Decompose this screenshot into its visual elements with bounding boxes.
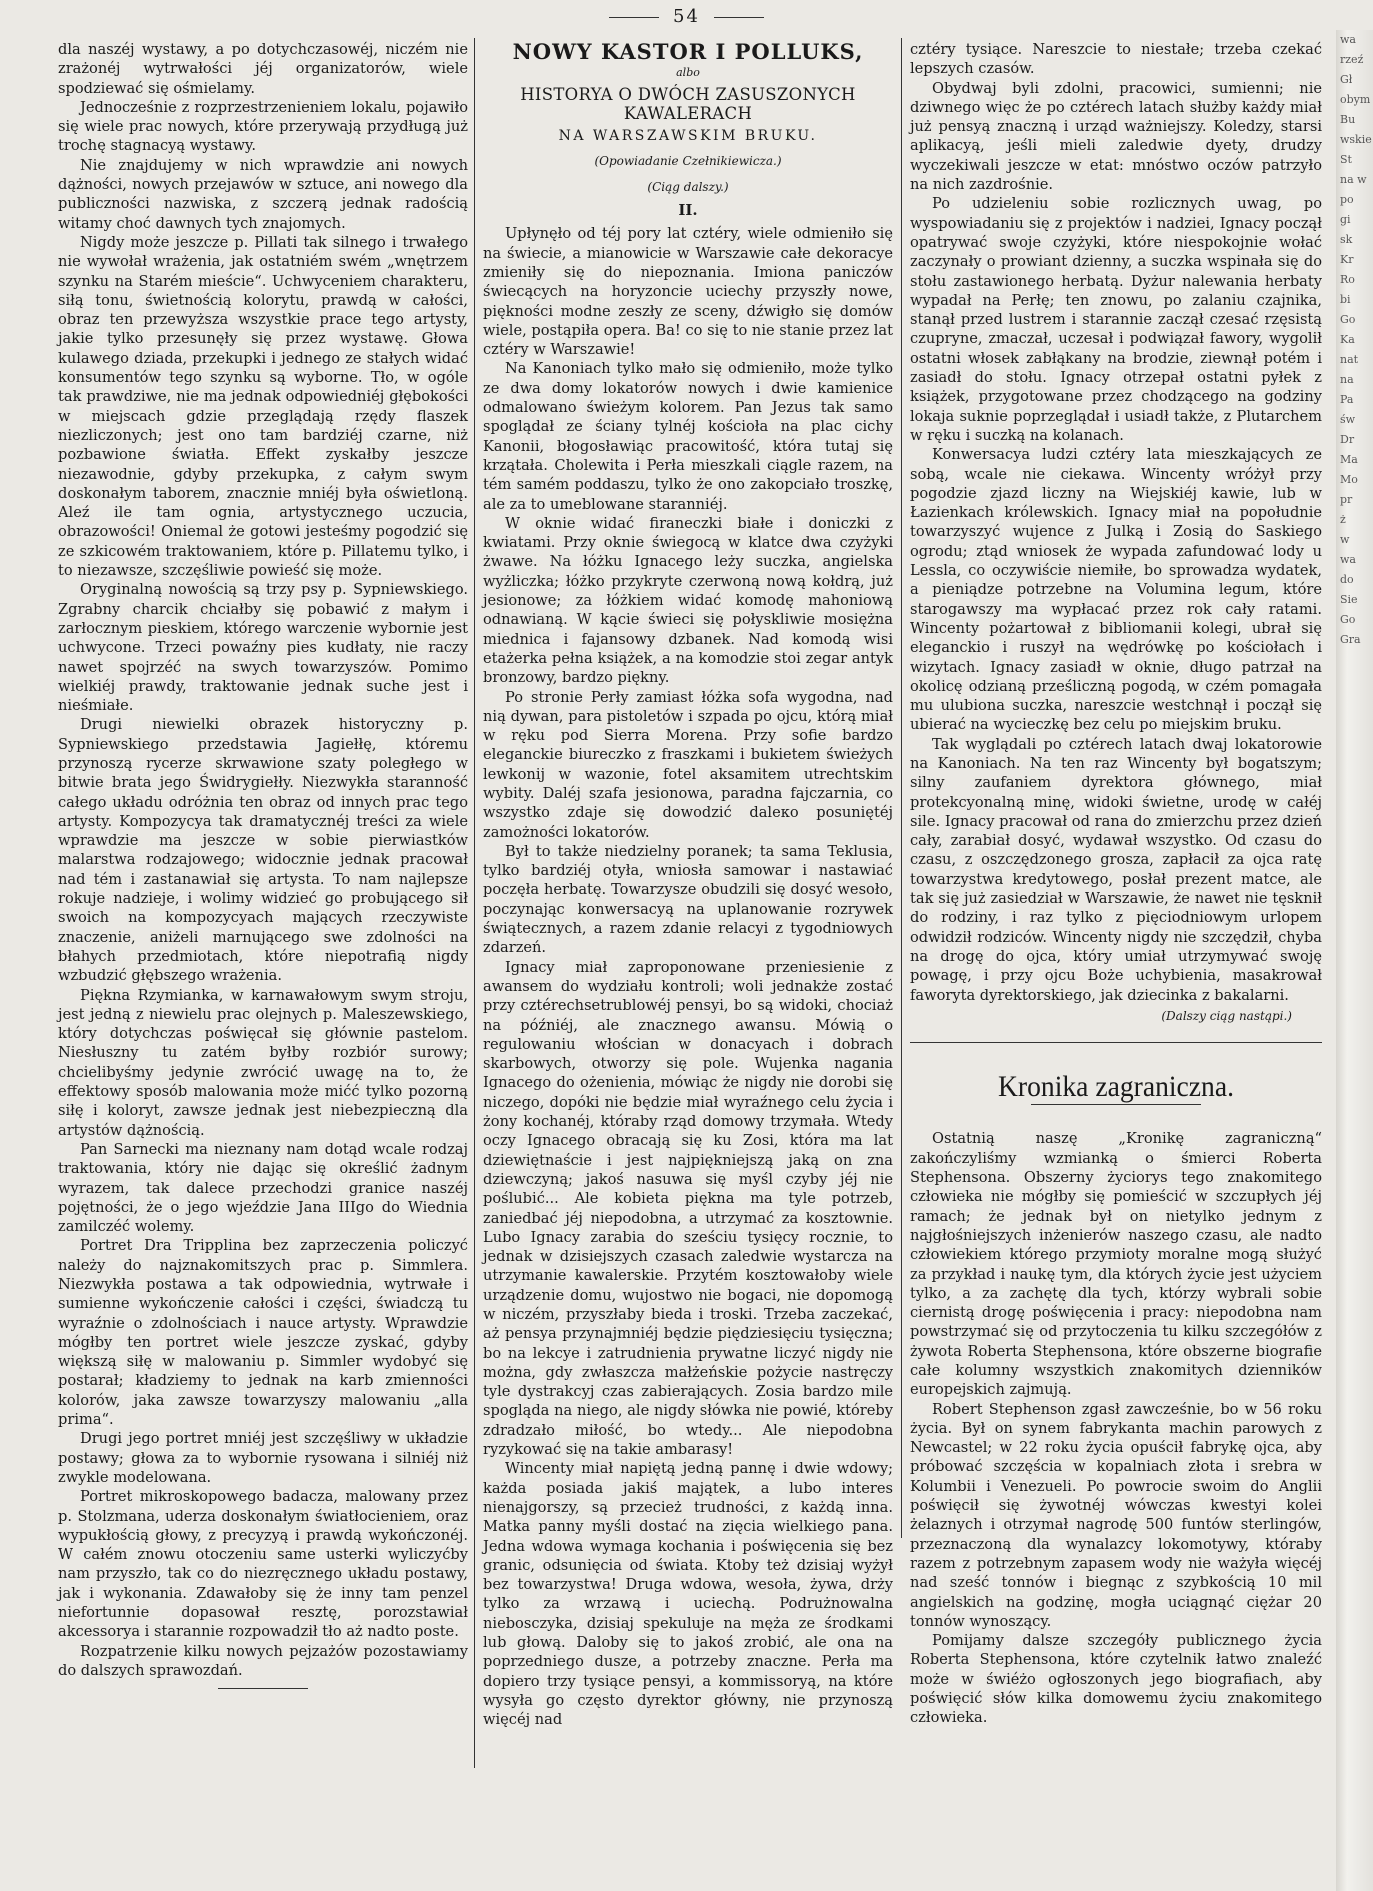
paragraph: Rozpatrzenie kilku nowych pejzażów pozostawiamy do dalszych sprawozdań. <box>58 1642 468 1679</box>
paragraph: Robert Stephenson zgasł zawcześnie, bo w 56 roku życia. Był on synem fabrykanta machin parowych z Newcastel; w 22 roku życia opuścił fabrykę ojca, aby próbować szczęścia w kopalniach złota i srebra w Kolumbii i Venezueli. Po powrocie swoim do Anglii poświęcił się żywotnéj wówczas kwestyi kolei żelaznych i otrzymał nagrodę 500 funtów sterlingów, przeznaczoną dla wynalazcy lokomotywy, któraby razem z potrzebnym zapasem wody nie ważyła więcéj nad sześć tonnów i biegnąc z szybkością 10 mil angielskich na godzinę, mogła uciągnąć ciężar 20 tonnów wynoszący. <box>910 1400 1322 1630</box>
column-story-and-chronicle <box>910 40 1322 1728</box>
paragraph: Jednocześnie z rozprzestrzenieniem lokalu, pojawiło się wiele prac nowych, które przerywają przydługą już trochę stagnacyą wystawy. <box>58 98 468 155</box>
paragraph: Upłynęło od téj pory lat cztéry, wiele odmieniło się na świecie, a mianowicie w Warszawie całe dekoracye zmieniły się do niepoznania. Imiona paniczów świecących na horyzoncie uciechy przyszły nowe, piękności modne zeszły ze sceny, dźwigło się domów wiele, postąpiła opera. Ba! co się to nie stanie przez lat cztéry w Warszawie! <box>483 225 893 359</box>
edge-fragment: St <box>1340 153 1352 166</box>
edge-fragment: Ka <box>1340 333 1355 346</box>
chapter-number: II. <box>678 201 698 220</box>
edge-fragment: Bu <box>1340 113 1356 126</box>
story-author: (Opowiadanie Czełnikiewicza.) <box>594 154 782 169</box>
paragraph: Na Kanoniach tylko mało się odmieniło, może tylko ze dwa domy lokatorów nowych i dwie kamienice odmalowano świeżym kolorem. Pan Jezus tak samo spoglądał ze ściany tylnéj kościoła na plac cichy Kanonii, błogosławiąc pracowitość, która tutaj się krzątała. Cholewita i Perła mieszkali ciągle razem, na tém samém poddaszu, tylko że ono zakopciało troszkę, ale za to umeblowane staranniéj. <box>483 360 893 513</box>
edge-fragment: po <box>1340 193 1354 206</box>
edge-fragment: św <box>1340 413 1356 426</box>
paragraph: Ignacy miał zaproponowane przeniesienie z awansem do wydziału kontroli; woli jednakże zostać przy cztérechsetrublowéj pensyi, bo są widoki, chociaż na późniéj, ale znacznego awansu. Mówią o regulowaniu włościan w donacyach i dobrach skarbowych, otworzy się pole. Wujenka nagania Ignacego do ożenienia, mówiąc że nigdy nie dorobi się niczego, dopóki nie będzie miał wyraźnego celu życia i żony kochanéj, któraby rząd domowy trzymała. Wtedy oczy Ignacego obracają się ku Zosi, która ma lat dziewiętnaście i jest najpiękniejszą jaką on zna dziewczyną; jakoś nasuwa się myśl czyby jéj nie poślubić... Ale kobieta piękna ma tyle potrzeb, zaniedbać jéj niepodobna, a utrzymać za kosztownie. Lubo Ignacy zarabia do sześciu tysięcy rocznie, to jednak w dzisiejszych czasach zaledwie wystarcza na utrzymanie kawalerskie. Przytém kosztowałoby wiele urządzenie domu, wujostwo nie bogaci, nie dopomogą w niczém, przyszłaby bieda i troski. Trzeba zaczekać, aż pensya przynajmniéj będzie piędziesięciu tysięczna; bo na lekcye i zatrudnienia prywatne liczyć nigdy nie można, gdy zwłaszcza małżeńskie pożycie nastręczy tyle dystrakcyj czas zabierających. Zosia bardzo mile spogląda na niego, ale nigdy słówka nie powié, któreby zdradzało miłość, bo wtedy... Ale niepodobna ryzykować się na takie ambarasy! <box>483 958 893 1459</box>
story-subtitle-2: NA WARSZAWSKIM BRUKU. <box>558 128 818 145</box>
story-title: NOWY KASTOR I POLLUKS, <box>512 39 864 64</box>
paragraph: Oryginalną nowością są trzy psy p. Sypniewskiego. Zgrabny charcik chciałby się pobawić z małym i zarłocznym pieskiem, którego warczenie wybornie jest uchwycone. Trzeci powaźny pies kudłaty, nie raczy nawet spojrzéć na swych towarzyszów. Pomimo wielkiéj prawdy, traktowanie jednak suche jest i nieśmiałe. <box>58 581 468 715</box>
edge-fragment: Go <box>1340 613 1356 626</box>
edge-fragment: pr <box>1340 493 1353 506</box>
paragraph: Był to także niedzielny poranek; ta sama Teklusia, tylko bardziéj otyła, wniosła samowar i nastawiać poczęła herbatę. Towarzysze obudzili się dosyć wesoło, poczynając konwersacyą na uplanowanie rozrywek świątecznych, a razem zdanie relacyi z tygodniowych zdarzeń. <box>483 842 893 957</box>
paragraph: Nie znajdujemy w nich wprawdzie ani nowych dążności, nowych przejawów w sztuce, ani nowego dla publiczności nazwiska, z szczerą jednak radością witamy choć dawnych tych znajomych. <box>58 156 468 232</box>
edge-fragment: Pa <box>1340 393 1354 406</box>
edge-fragment: Sie <box>1340 593 1358 606</box>
paragraph: cztéry tysiące. Nareszcie to niestałe; trzeba czekać lepszych czasów. <box>910 41 1322 78</box>
column-exhibition-review <box>58 40 468 1689</box>
edge-fragment: do <box>1340 573 1354 586</box>
paragraph: Nigdy może jeszcze p. Pillati tak silnego i trwałego nie wywołał wrażenia, jak ostatniém swém „wnętrzem szynku na Starém mieście“. Uchwyceniem charakteru, siłą tonu, świetnością kolorytu, prawdą w całości, obraz ten przewyższa wszystkie prace tego artysty, jakie tylko przesunęły się przez wystawę. Głowa kulawego dziada, przekupki i jednego ze stałych widać konsumentów tego szynku są wyborne. Tło, w ogóle tak prawdziwe, nie ma jednak odpowiedniéj głębokości w miejscach gdzie przeglądają rzędy flaszek niezliczonych; jest ono tam bardziéj czarne, niż pozbawione światła. Effekt zyskałby jeszcze niezawodnie, gdyby przekupka, z całym swym doskonałym taborem, znacznie mniéj była oświetloną. Aleź ile tam ognia, artystycznego uczucia, obrazowości! Oniemal że gotowi jesteśmy pogodzić się ze szkicowém traktowaniem, które p. Pillatemu tylko, i to niezawsze, szczęśliwie powieść się może. <box>58 233 468 580</box>
story-continued: (Ciąg dalszy.) <box>647 179 729 194</box>
edge-fragment: Ma <box>1340 453 1358 466</box>
chronicle-heading: Kronika zagraniczna. <box>997 1070 1235 1104</box>
heading-underline <box>1031 1104 1201 1105</box>
edge-fragment: rzeź <box>1340 53 1364 66</box>
edge-fragment: bi <box>1340 293 1351 306</box>
edge-fragment: Kr <box>1340 253 1354 266</box>
edge-fragment: nat <box>1340 353 1359 366</box>
edge-fragment: Go <box>1340 313 1356 326</box>
column-divider <box>901 38 902 1538</box>
paragraph: Tak wyglądali po cztérech latach dwaj lokatorowie na Kanoniach. Na ten raz Wincenty był bogatszym; silny zaufaniem dyrektora głównego, miał protekcyonalną minę, widoki świetne, urodę w całéj sile. Ignacy pracował od rana do zmierzchu przez dzień cały, zarabiał dosyć, wydawał wszystko. Od czasu do czasu, z oszczędzonego grosza, zapłacił za ojca ratę towarzystwa kredytowego, posłał prezent matce, ale tak się już zasiedział w Warszawie, że nawet nie tęsknił do rodziny, i raz tylko z pięciodniowym urlopem odwidził rodziców. Wincenty nigdy nie szczędził, chyba na drogę do ojca, który umiał utrzymywać swoję powagę, i przy ojcu Boże uchybienia, masakrował faworyta dyrektorskiego, jak dziecinka z bakalarni. <box>910 735 1322 1004</box>
column-serial-story <box>483 40 893 1730</box>
edge-fragment: Dr <box>1340 433 1355 446</box>
page-number: 54 <box>0 6 1373 27</box>
edge-fragment: wa <box>1340 553 1356 566</box>
paragraph: Pomijamy dalsze szczegóły publicznego życia Roberta Stephensona, które czytelnik łatwo znaleźć może w świéżo ogłoszonych jego biografiach, aby poświęcić słów kilka domowemu życiu znakomitego człowieka. <box>910 1632 1322 1727</box>
paragraph: Portret mikroskopowego badacza, malowany przez p. Stolzmana, uderza doskonałym światłocieniem, oraz wypukłością głowy, z precyzyą i prawdą wykończonéj. W całém znowu otoczeniu same usterki wyliczyćby nam przyszło, tak co do niezręcznego układu postawy, jak i wykonania. Zdawałoby się że inny tam penzel niefortunnie dopasował resztę, porozstawiał akcessorya i starannie rozpowadził tło aż nadto poste. <box>58 1488 468 1641</box>
paragraph: Drugi niewielki obrazek historyczny p. Sypniewskiego przedstawia Jagiełłę, któremu przynoszą rycerze skrwawione szaty poległego w bitwie brata jego Świdrygiełły. Niezwykła staranność całego układu odróżnia ten obraz od innych prac tego artysty. Kompozycya tak dramatycznéj treści za wiele wprawdzie ma jeszcze w sobie pierwiastków malarstwa rodzajowego; widocznie jednak pracował nad tém i zastanawiał się artysta. To nam najlepsze rokuje nadzieje, i wolimy widzieć go probującego sił swoich na kompozycyach mających rzeczywiste znaczenie, aniżeli marnującego swe zdolności na błahych przedmiotach, które niepotrafią nigdy wzbudzić głębszego wrażenia. <box>58 716 468 985</box>
edge-fragment: Ro <box>1340 273 1355 286</box>
edge-fragment: sk <box>1340 233 1353 246</box>
edge-fragment: gi <box>1340 213 1351 226</box>
story-subtitle: HISTORYA O DWÓCH ZASUSZONYCH KAWALERACH <box>520 84 856 123</box>
paragraph: Pan Sarnecki ma nieznany nam dotąd wcale rodzaj traktowania, który nie dając się określić żadnym wyrazem, tak dalece przechodzi granice naszéj pojętności, że o jego wjeździe Jana IIIgo do Wiednia zamilczéć wolemy. <box>58 1140 468 1236</box>
edge-fragment: wskie <box>1340 133 1372 146</box>
paragraph: Drugi jego portret mniéj jest szczęśliwy w układzie postawy; głowa za to wybornie rysowana i silniéj niż zwykle modelowana. <box>58 1430 468 1486</box>
adjacent-page-edge <box>1336 30 1373 1891</box>
paragraph: Piękna Rzymianka, w karnawałowym swym stroju, jest jedną z niewielu prac olejnych p. Maleszewskiego, który dotychczas poświęcał się głównie pastelom. Niesłuszny tu zatém byłby rozbiór surowy; chcielibyśmy jedynie zwrócić uwagę na to, że effektowy sposób malowania może mićć tylko pozorną siłę i koloryt, zawsze jednak jest niebezpieczną dla artystów dążnością. <box>58 986 468 1139</box>
story-albo: albo <box>676 66 700 80</box>
edge-fragment: Mo <box>1340 473 1358 486</box>
edge-fragment: w <box>1340 533 1350 546</box>
paragraph: Po stronie Perły zamiast łóżka sofa wygodna, nad nią dywan, para pistoletów i szpada po ojcu, którą miał w ręku pod Sierra Morena. Przy sofie bardzo eleganckie biureczko z fraszkami i bukietem świeżych lewkonij w wazonie, fotel aksamitem utrechtskim wybity. Daléj szafa jesionowa, paradna fajczarnia, co wszystko zdaje się dowodzić dalеко posuniętéj zamożności lokatorów. <box>483 688 893 841</box>
continuation-note: (Dalszy ciąg nastąpi.) <box>1161 1008 1292 1023</box>
paragraph: Konwersacya ludzi cztéry lata mieszkających ze sobą, wcale nie ciekawa. Wincenty wróżył przy pogodzie zjazd liczny na Wiejskiéj kawie, lub w Łazienkach królewskich. Ignacy miał na popołudnie towarzyszyć wujence z Julką i Zosią do Saskiego ogrodu; ztąd wniosek że wypada zafundować lody u Lessla, co oczywiście niemiłe, bo sprowadza wydatek, a pieniądze potrzebne na Volumina legum, które starogawszy ma wypłacać przez rok cały ratami. Wincenty pożartował z bibliomanii kolegi, ubrał się eleganckio i ruszył na wędrówkę po kościołach i wizytach. Ignacy zasiadł w oknie, długo patrzał na okolicę odzianą prześliczną pogodą, w czém pomagała mu ulubiona suczka, nareszcie westchnął i począł się ubierać na wycieczkę bez celu po miejskim bruku. <box>910 446 1322 734</box>
edge-fragment: na w <box>1340 173 1367 186</box>
edge-fragment: ż <box>1340 513 1346 526</box>
edge-fragment: wa <box>1340 33 1356 46</box>
paragraph: Ostatnią naszę „Kronikę zagraniczną“ zakończyliśmy wzmianką o śmierci Roberta Stephensona. Obszerny życiorys tego znakomitego człowieka nie mógłby się pomieścić w szczupłych jéj ramach; że jednak był on nietylko jednym z najgłośniejszych inżenierów naszego czasu, ale nadto człowiekiem którego przymioty moralne mogą służyć za przykład i naukę tym, dla których życie jest użyciem tylko, a za zachętę dla tych, którzy wybrali sobie ciernistą drogę poświęcenia i pracy: niepodobna nam powstrzymać się od przytoczenia tu kilku szczegółów z żywota Roberta Stephensona, które obszerne biografie całe kolumny wszystkich znakomitych dzienników europejskich zajmują. <box>910 1130 1322 1399</box>
paragraph: Obydwaj byli zdolni, pracowici, sumienni; nie dziwnego więc że po cztérech latach służby każdy miał już pensyą znaczną i urząd ważniejszy. Koledzy, starsi aplikacyą, jeśli mieli zaledwie dyety, drudzy wyczekiwali jeszcze w etat: mnóstwo oczów patrzyło na nich zazdrośnie. <box>910 79 1322 194</box>
paragraph: dla naszéj wystawy, a po dotychczasowéj, niczém nie zrażonéj wytrwałości jéj organizatorów, wiele spodziewać się ośmielamy. <box>58 41 468 97</box>
paragraph: Portret Dra Tripplina bez zaprzeczenia policzyć należy do najznakomitszych prac p. Simmlera. Niezwykła postawa a tak odpowiednia, wytrwałe i sumienne wykończenie całości i części, świadczą tu wyraźnie o zdolnościach i nauce artysty. Wprawdzie mógłby ten portret wiele jeszcze zyskać, gdyby większą siłę w malowaniu p. Simmler wydobyć się postarał; kładziemy to jednak na karb zmienności kolorów, jaka zawsze towarzyszy malowaniu „alla prima“. <box>58 1237 468 1429</box>
edge-fragment: na <box>1340 373 1354 386</box>
edge-fragment: Gł <box>1340 73 1353 86</box>
section-separator <box>910 1042 1322 1043</box>
edge-fragment: Gra <box>1340 633 1361 646</box>
edge-fragment: obym <box>1340 93 1371 106</box>
paragraph: Po udzieleniu sobie rozlicznych uwag, po wyspowiadaniu się z projektów i nadziei, Ignacy począł opatrywać swoje czyżyki, które niespokojnie wołać zaczynały o prowiant dzienny, a suczka wspinała się do stołu zastawionego herbatą. Dyżur nalewania herbaty wypadał na Perłę; ten znowu, po zalaniu czajnika, stanął przed lustrem i starannie zaczął czesać rzęsistą czupryne, zmaczał, uczesał i podwiązał fawory, wygolił ostatni włosek zabłąkany na brodzie, ziewnął potém i zasiadł do stołu. Ignacy otrzepał ostatni pyłek z książek, przygotowane przez chodzącego na godziny lokaja suknie poprzeglądał i usiadł także, z Plutarchem w ręku i suczką na kolanach. <box>910 195 1322 444</box>
end-rule <box>218 1688 308 1689</box>
column-divider <box>474 38 475 1768</box>
paragraph: W oknie widać firaneczki białe i doniczki z kwiatami. Przy oknie świegocą w klatce dwa czyżyki żwawe. Na łóżku Ignacego leży suczka, angielska wyżliczka; łóżko przykryte czerwoną nową kołdrą, już jesionowe; za łóżkiem widać komodę mahoniową odnawianą. W kącie świeci się połyskliwie mosiężna miednica i fajansowy dzbanek. Nad komodą wisi etażerka pełna książek, a na komodzie stoi zegar antyk bronzowy, bardzo piękny. <box>483 514 893 687</box>
paragraph: Wincenty miał napiętą jedną pannę i dwie wdowy; każda posiada jakiś majątek, a lubo interes nienajgorszy, są przecież trudności, z każdą inna. Matka panny myśli dostać na zięcia wielkiego pana. Jedna wdowa wymaga kochania i poświęcenia się bez granic, odsunięcia od świata. Ktoby też dzisiaj wyżył bez towarzystwa! Druga wdowa, wesoła, żywa, drży tylko za wrzawą i uciechą. Podrużnowalna niebosczyka, dzisiaj spekuluje na męża ze środkami lub głową. Daloby się to jakoś zrobić, ale ona na poprzedniego dusze, a potrzeby znaczne. Perła ma dopiero trzy tysiące pensyi, a kommissoryą, na które wysyła go często dyrektor główny, nie przynoszą więcéj nad <box>483 1460 893 1729</box>
